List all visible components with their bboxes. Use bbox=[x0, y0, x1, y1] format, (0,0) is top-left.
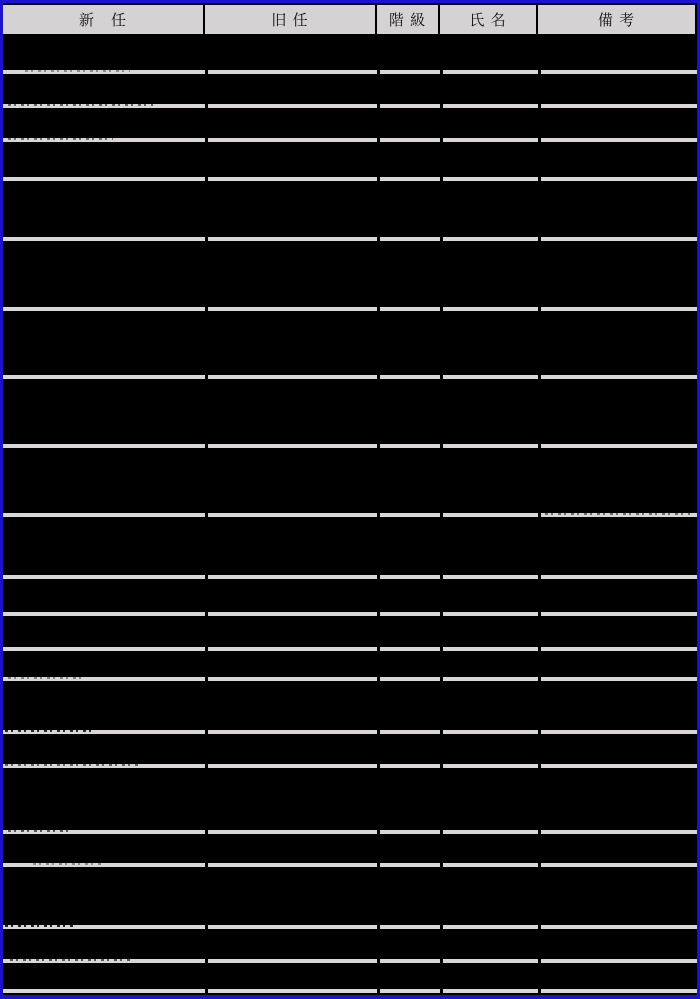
redacted-text-remnant bbox=[8, 675, 83, 679]
column-divider-notch bbox=[377, 863, 380, 867]
column-divider-notch bbox=[440, 70, 443, 74]
column-divider-notch bbox=[538, 989, 541, 993]
column-divider-notch bbox=[205, 70, 208, 74]
row-separator bbox=[3, 307, 697, 311]
column-divider-notch bbox=[205, 375, 208, 379]
redacted-text-remnant bbox=[8, 136, 113, 140]
column-divider-notch bbox=[377, 959, 380, 963]
column-divider-notch bbox=[538, 764, 541, 768]
row-separator bbox=[3, 830, 697, 834]
column-header-new-post: 新 任 bbox=[3, 5, 205, 34]
column-divider-notch bbox=[538, 307, 541, 311]
column-divider-notch bbox=[440, 138, 443, 142]
column-divider-notch bbox=[377, 612, 380, 616]
column-divider-notch bbox=[377, 513, 380, 517]
column-divider-notch bbox=[205, 764, 208, 768]
column-divider-notch bbox=[538, 730, 541, 734]
column-divider-notch bbox=[377, 177, 380, 181]
column-header-old-post: 旧 任 bbox=[205, 5, 377, 34]
column-divider-notch bbox=[538, 375, 541, 379]
column-divider-notch bbox=[205, 730, 208, 734]
column-divider-notch bbox=[205, 307, 208, 311]
column-divider-notch bbox=[205, 647, 208, 651]
row-separator bbox=[3, 612, 697, 616]
row-separator bbox=[3, 138, 697, 142]
row-separator bbox=[3, 989, 697, 993]
row-separator bbox=[3, 575, 697, 579]
column-divider-notch bbox=[205, 989, 208, 993]
column-divider-notch bbox=[440, 925, 443, 929]
column-divider-notch bbox=[538, 925, 541, 929]
column-divider-notch bbox=[377, 307, 380, 311]
column-divider-notch bbox=[538, 575, 541, 579]
row-separator bbox=[3, 513, 697, 517]
column-divider-notch bbox=[377, 104, 380, 108]
row-separator bbox=[3, 104, 697, 108]
column-divider-notch bbox=[440, 863, 443, 867]
column-header-rank: 階 級 bbox=[377, 5, 440, 34]
column-divider-notch bbox=[377, 237, 380, 241]
personnel-table bbox=[3, 3, 697, 995]
row-separator bbox=[3, 177, 697, 181]
column-divider-notch bbox=[205, 237, 208, 241]
redacted-text-remnant bbox=[5, 762, 138, 766]
column-divider-notch bbox=[538, 177, 541, 181]
redacted-text-remnant bbox=[545, 511, 690, 515]
column-divider-notch bbox=[205, 863, 208, 867]
column-header-name: 氏 名 bbox=[440, 5, 538, 34]
row-separator bbox=[3, 863, 697, 867]
column-divider-notch bbox=[205, 104, 208, 108]
column-divider-notch bbox=[205, 677, 208, 681]
column-header-remarks: 備 考 bbox=[597, 12, 636, 29]
column-divider-notch bbox=[538, 863, 541, 867]
column-divider-notch bbox=[205, 138, 208, 142]
row-separator bbox=[3, 959, 697, 963]
column-divider-notch bbox=[538, 444, 541, 448]
row-separator bbox=[3, 70, 697, 74]
column-divider-notch bbox=[205, 959, 208, 963]
column-divider-notch bbox=[205, 444, 208, 448]
column-divider-notch bbox=[538, 830, 541, 834]
column-divider-notch bbox=[440, 764, 443, 768]
column-divider-notch bbox=[538, 70, 541, 74]
row-separator bbox=[3, 730, 697, 734]
column-divider-notch bbox=[440, 647, 443, 651]
redacted-text-remnant bbox=[5, 923, 73, 927]
column-divider-notch bbox=[205, 925, 208, 929]
row-separator bbox=[3, 764, 697, 768]
column-divider-notch bbox=[377, 989, 380, 993]
column-divider-notch bbox=[377, 444, 380, 448]
column-divider-notch bbox=[377, 764, 380, 768]
row-separator bbox=[3, 375, 697, 379]
row-separator bbox=[3, 647, 697, 651]
redacted-text-remnant bbox=[25, 68, 130, 72]
table-header-row bbox=[3, 3, 697, 37]
column-divider-notch bbox=[440, 444, 443, 448]
column-divider-notch bbox=[538, 959, 541, 963]
column-divider-notch bbox=[377, 830, 380, 834]
column-divider-notch bbox=[377, 70, 380, 74]
column-divider-notch bbox=[377, 925, 380, 929]
column-divider-notch bbox=[440, 513, 443, 517]
column-divider-notch bbox=[205, 177, 208, 181]
row-separator bbox=[3, 444, 697, 448]
column-divider-notch bbox=[440, 104, 443, 108]
column-divider-notch bbox=[440, 177, 443, 181]
column-divider-notch bbox=[440, 612, 443, 616]
column-divider-notch bbox=[377, 677, 380, 681]
column-divider-notch bbox=[538, 513, 541, 517]
column-divider-notch bbox=[538, 237, 541, 241]
column-divider-notch bbox=[538, 138, 541, 142]
row-separator bbox=[3, 677, 697, 681]
column-divider-notch bbox=[377, 375, 380, 379]
column-divider-notch bbox=[377, 647, 380, 651]
row-separator bbox=[3, 237, 697, 241]
column-divider-notch bbox=[205, 612, 208, 616]
redacted-text-remnant bbox=[8, 102, 153, 106]
column-divider-notch bbox=[205, 830, 208, 834]
column-divider-notch bbox=[205, 513, 208, 517]
column-divider-notch bbox=[440, 237, 443, 241]
column-divider-notch bbox=[538, 612, 541, 616]
column-divider-notch bbox=[205, 575, 208, 579]
row-separator bbox=[3, 925, 697, 929]
column-divider-notch bbox=[440, 830, 443, 834]
column-divider-notch bbox=[440, 677, 443, 681]
column-divider-notch bbox=[440, 307, 443, 311]
column-divider-notch bbox=[440, 959, 443, 963]
column-divider-notch bbox=[538, 647, 541, 651]
redacted-text-remnant bbox=[8, 828, 73, 832]
column-divider-notch bbox=[440, 730, 443, 734]
column-divider-notch bbox=[538, 677, 541, 681]
column-divider-notch bbox=[538, 104, 541, 108]
column-divider-notch bbox=[377, 575, 380, 579]
column-divider-notch bbox=[377, 138, 380, 142]
column-divider-notch bbox=[440, 989, 443, 993]
column-divider-notch bbox=[440, 575, 443, 579]
column-divider-notch bbox=[440, 375, 443, 379]
redacted-text-remnant bbox=[10, 957, 133, 961]
redacted-text-remnant bbox=[5, 728, 93, 732]
column-divider-notch bbox=[377, 730, 380, 734]
redacted-text-remnant bbox=[33, 861, 103, 865]
